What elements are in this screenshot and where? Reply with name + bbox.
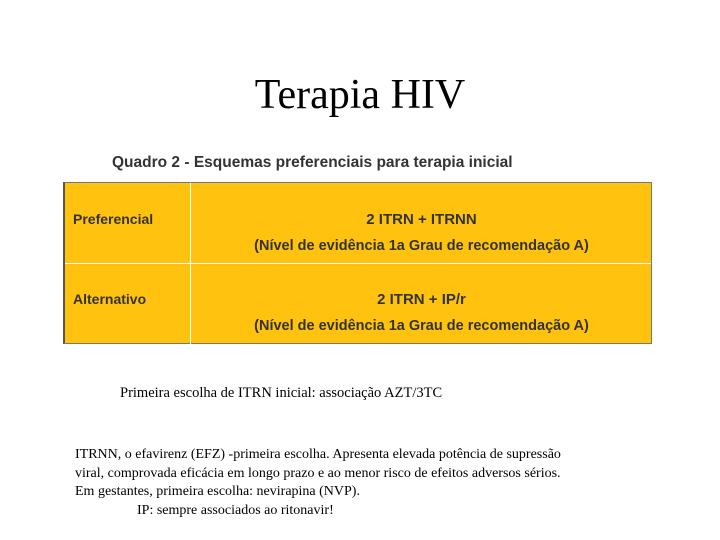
paragraph-line: viral, comprovada eficácia em longo prazo e ao menor risco de efeitos adversos sérios.: [75, 465, 561, 481]
itrnn-paragraph: [75, 446, 675, 520]
row-category: Alternativo: [73, 291, 147, 307]
paragraph-line: Em gestantes, primeira escolha: nevirapina (NVP).: [75, 484, 360, 499]
row-scheme: 2 ITRN + IP/r: [377, 291, 466, 308]
row-evidence: (Nível de evidência 1a Grau de recomendação A): [254, 238, 589, 254]
first-choice-note: Primeira escolha de ITRN inicial: associação AZT/3TC: [120, 385, 443, 401]
row-evidence: (Nível de evidência 1a Grau de recomendação A): [254, 318, 589, 334]
table-caption: Quadro 2 - Esquemas preferenciais para terapia inicial: [112, 154, 513, 171]
paragraph-line: ITRNN, o efavirenz (EFZ) -primeira escolha. Apresenta elevada potência de supressão: [75, 447, 561, 462]
row-scheme: 2 ITRN + ITRNN: [366, 211, 477, 228]
regimen-table: [63, 182, 652, 344]
slide-title: Terapia HIV: [254, 72, 466, 118]
paragraph-line: IP: sempre associados ao ritonavir!: [137, 502, 334, 518]
table-row-alternativo: [65, 263, 651, 344]
table-row-preferencial: [65, 183, 651, 263]
row-category: Preferencial: [73, 211, 154, 227]
